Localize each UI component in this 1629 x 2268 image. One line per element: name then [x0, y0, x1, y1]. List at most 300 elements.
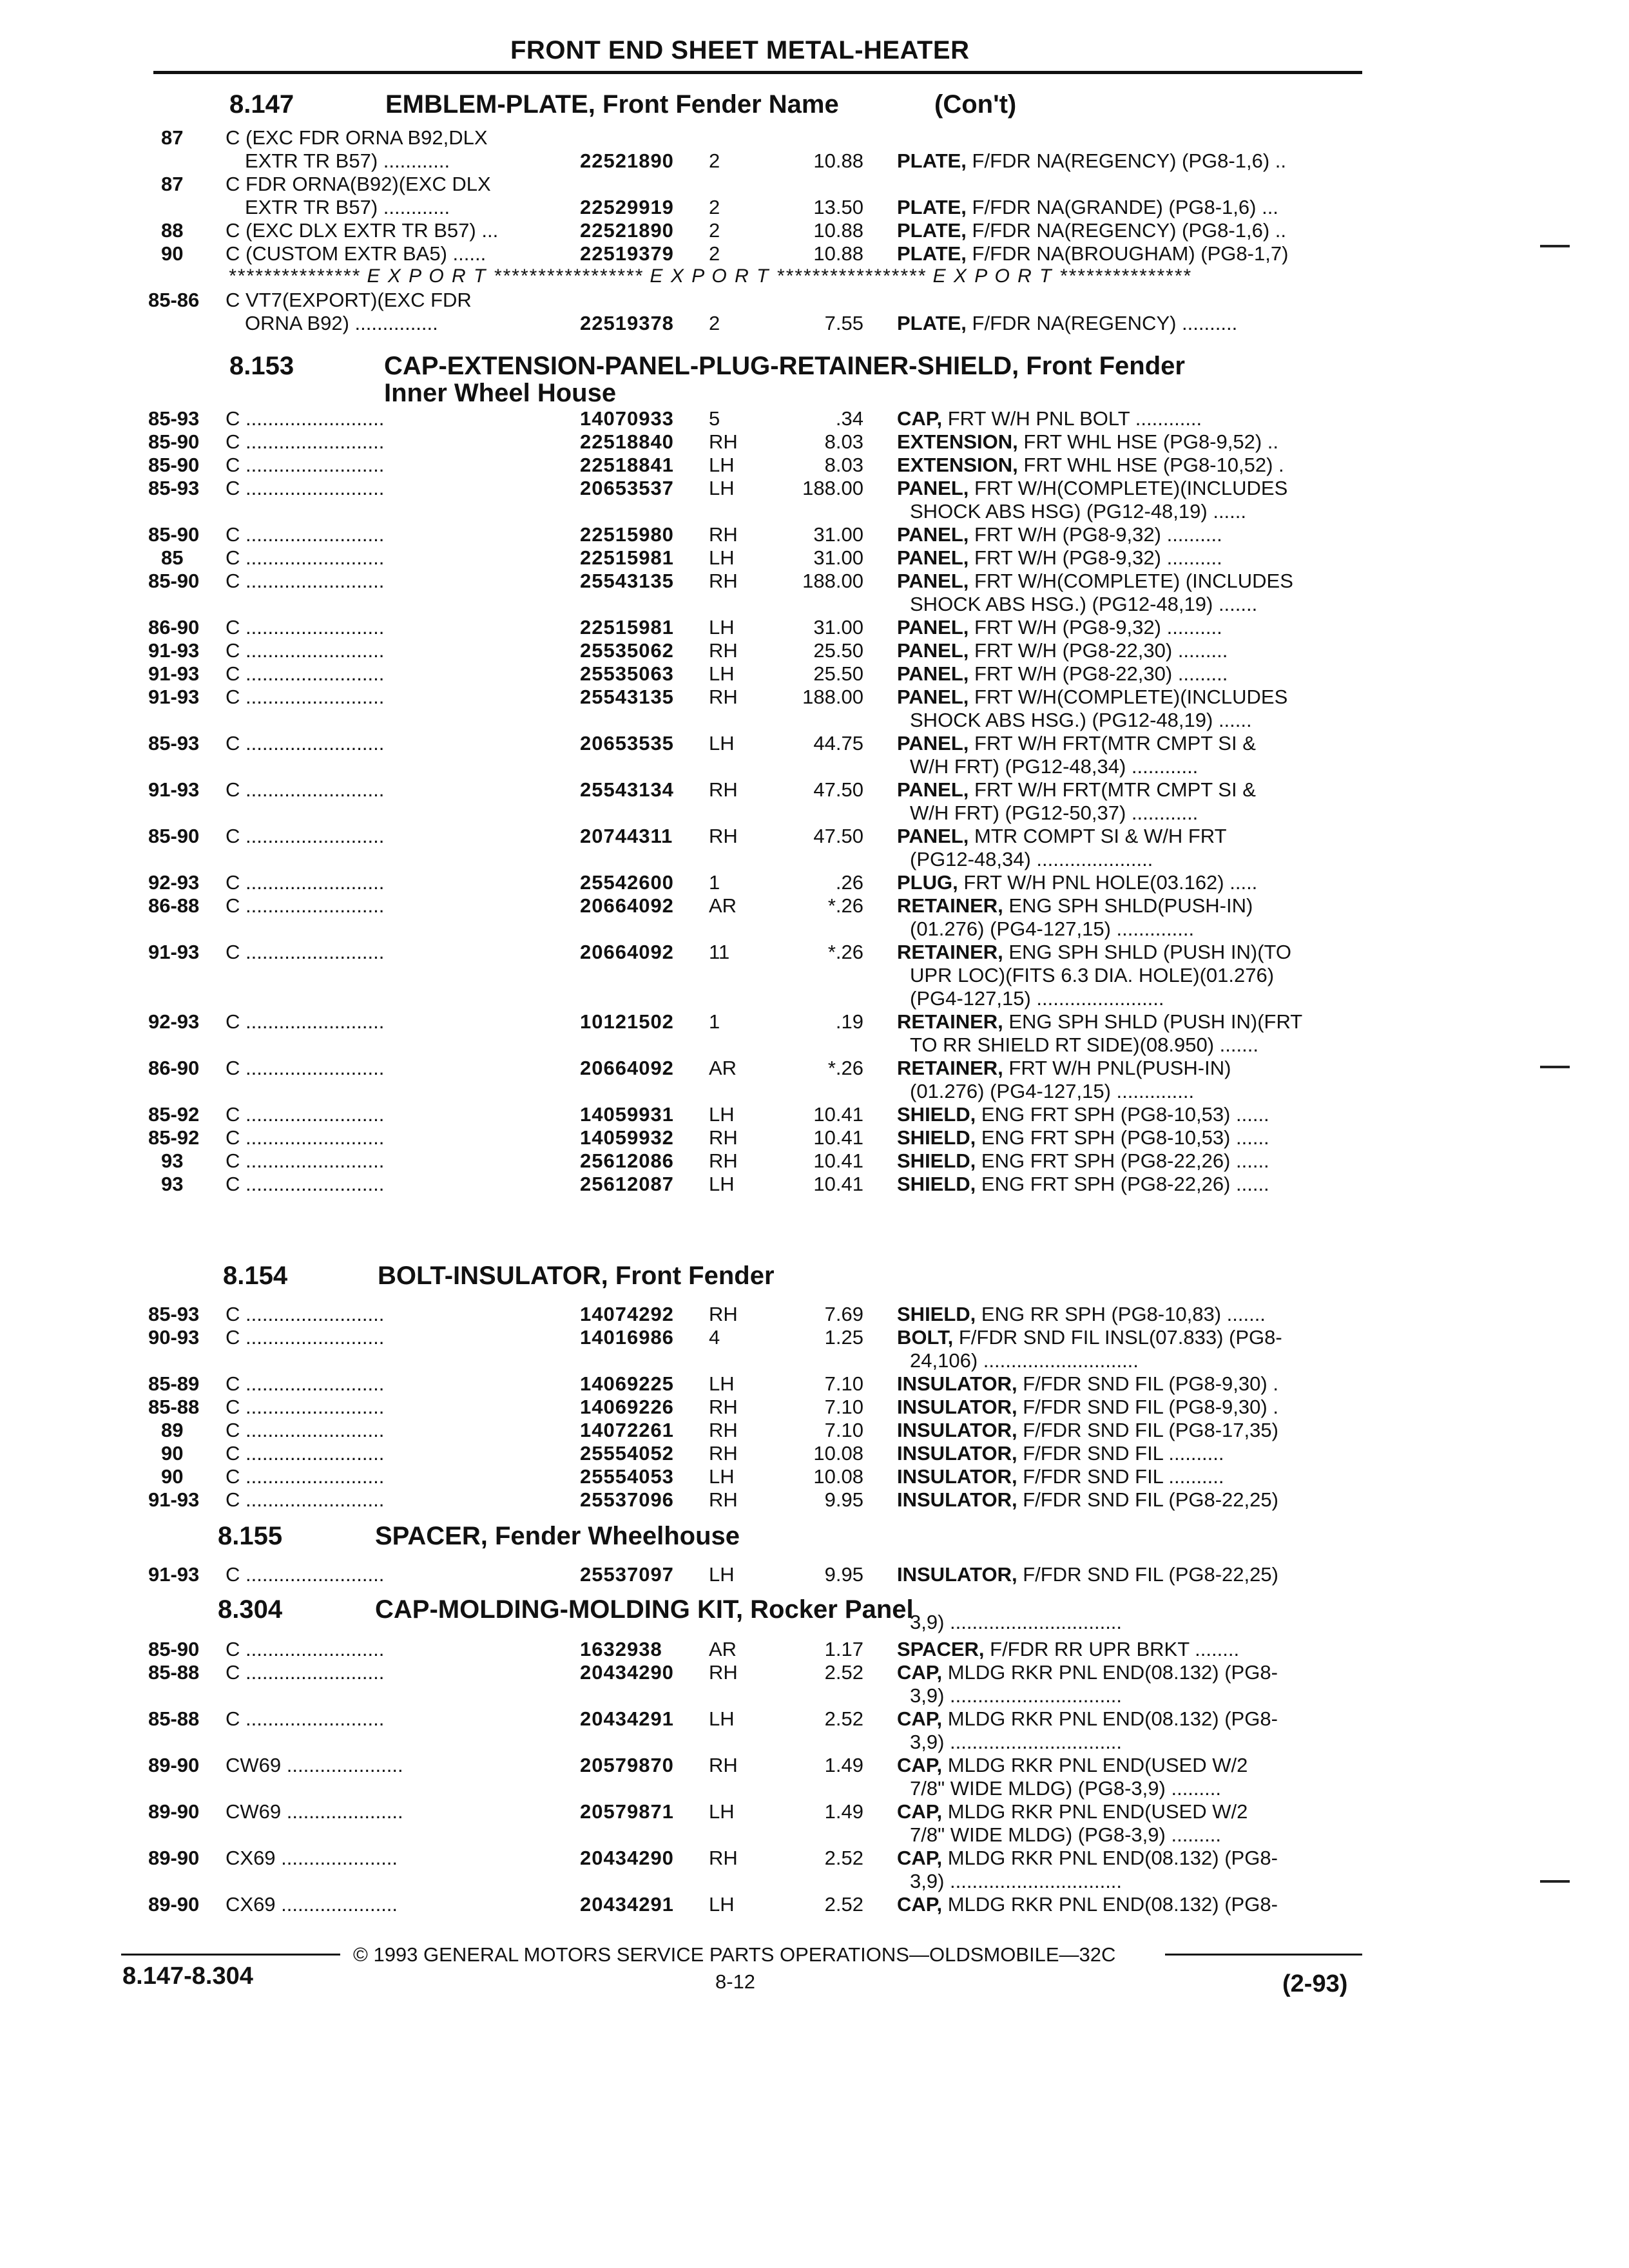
part-number: 25543134	[580, 778, 674, 801]
quantity: RH	[709, 825, 738, 847]
part-description	[897, 1103, 1269, 1126]
list-price: 13.50	[813, 196, 863, 218]
quantity: 11	[709, 941, 730, 963]
quantity: LH	[709, 1173, 735, 1195]
model-year: 85-92	[148, 1126, 200, 1149]
quantity: 5	[709, 407, 720, 430]
part-detail: FRT WHL HSE (PG8-9,52) ..	[1017, 430, 1279, 453]
part-detail: F/FDR SND FIL (PG8-9,30) .	[1017, 1372, 1278, 1395]
part-description	[897, 1661, 1278, 1684]
list-price: .26	[835, 871, 863, 894]
part-description	[897, 825, 1227, 848]
part-name: INSULATOR,	[897, 1563, 1017, 1586]
part-name: PLATE,	[897, 196, 967, 218]
part-number: 14069225	[580, 1372, 674, 1395]
part-detail: 7/8" WIDE MLDG) (PG8-3,9) .........	[910, 1823, 1221, 1846]
part-detail: MLDG RKR PNL END(08.132) (PG8-	[942, 1847, 1278, 1869]
part-name: PANEL,	[897, 523, 969, 546]
quantity: RH	[709, 1661, 738, 1684]
model-year: 86-88	[148, 894, 200, 917]
part-name: SHIELD,	[897, 1149, 976, 1172]
part-name: CAP,	[897, 1847, 943, 1869]
quantity: LH	[709, 1465, 735, 1488]
part-description	[897, 1800, 1248, 1823]
model-year: 85-93	[148, 732, 200, 754]
part-description	[910, 1080, 1194, 1103]
model-year: 92-93	[148, 1010, 200, 1033]
model-year: 93	[161, 1149, 184, 1172]
model-year: 89-90	[148, 1754, 200, 1776]
model-year: 85-90	[148, 523, 200, 546]
application-desc: C .........................	[226, 1661, 385, 1684]
section-title: CAP-MOLDING-MOLDING KIT, Rocker Panel	[375, 1595, 914, 1624]
part-description	[897, 662, 1228, 686]
model-year: 89-90	[148, 1800, 200, 1823]
application-desc: EXTR TR B57) ............	[245, 149, 450, 172]
part-description	[897, 1638, 1239, 1661]
part-name: INSULATOR,	[897, 1372, 1017, 1395]
part-description	[910, 802, 1198, 825]
part-detail: W/H FRT) (PG12-50,37) ............	[910, 802, 1199, 824]
quantity: LH	[709, 454, 735, 476]
part-name: INSULATOR,	[897, 1488, 1017, 1511]
part-description	[910, 1611, 1122, 1634]
model-year: 85-90	[148, 454, 200, 476]
part-description	[897, 570, 1293, 593]
quantity: LH	[709, 1563, 735, 1586]
part-detail: SHOCK ABS HSG.) (PG12-48,19) ......	[910, 709, 1252, 731]
quantity: RH	[709, 1396, 738, 1418]
part-detail: ENG RR SPH (PG8-10,83) .......	[976, 1303, 1266, 1325]
list-price: 10.41	[813, 1126, 863, 1149]
part-name: RETAINER,	[897, 1057, 1003, 1079]
quantity: LH	[709, 477, 735, 499]
part-description	[897, 149, 1286, 173]
part-detail: FRT W/H FRT(MTR CMPT SI &	[969, 732, 1256, 754]
part-number: 14072261	[580, 1419, 674, 1441]
part-name: CAP,	[897, 1661, 943, 1684]
part-description	[910, 1777, 1221, 1800]
part-detail: F/FDR NA(BROUGHAM) (PG8-1,7)	[966, 242, 1289, 265]
part-description	[897, 1754, 1248, 1777]
application-desc: EXTR TR B57) ............	[245, 196, 450, 218]
part-name: INSULATOR,	[897, 1465, 1017, 1488]
part-number: 25543135	[580, 686, 674, 708]
application-desc: C (EXC FDR ORNA B92,DLX	[226, 126, 488, 149]
application-desc: C .........................	[226, 1103, 385, 1126]
part-detail: F/FDR NA(REGENCY) (PG8-1,6) ..	[966, 219, 1286, 242]
application-desc: C .........................	[226, 1303, 385, 1325]
part-number: 20664092	[580, 894, 674, 917]
application-desc: C .........................	[226, 1707, 385, 1730]
part-name: SHIELD,	[897, 1126, 976, 1149]
quantity: LH	[709, 1800, 735, 1823]
quantity: LH	[709, 1372, 735, 1395]
application-desc: C .........................	[226, 1465, 385, 1488]
part-detail: ENG FRT SPH (PG8-10,53) ......	[976, 1126, 1269, 1149]
part-detail: F/FDR SND FIL (PG8-22,25)	[1017, 1488, 1278, 1511]
part-description	[897, 219, 1286, 242]
model-year: 85-93	[148, 407, 200, 430]
quantity: RH	[709, 686, 738, 708]
part-name: CAP,	[897, 1754, 943, 1776]
part-description	[897, 1173, 1269, 1196]
application-desc: C .........................	[226, 825, 385, 847]
application-desc: C (CUSTOM EXTR BA5) ......	[226, 242, 487, 265]
part-detail: (01.276) (PG4-127,15) ..............	[910, 918, 1195, 940]
model-year: 86-90	[148, 616, 200, 639]
section-title: EMBLEM-PLATE, Front Fender Name	[385, 90, 839, 119]
quantity: LH	[709, 1103, 735, 1126]
application-desc: C .........................	[226, 1372, 385, 1395]
list-price: 188.00	[802, 686, 863, 708]
list-price: 47.50	[813, 778, 863, 801]
part-detail: ENG SPH SHLD (PUSH IN)(FRT	[1003, 1010, 1303, 1033]
section-number: 8.155	[218, 1522, 283, 1550]
part-name: PLATE,	[897, 312, 967, 334]
application-desc: C .........................	[226, 732, 385, 754]
list-price: 25.50	[813, 662, 863, 685]
quantity: 4	[709, 1326, 720, 1349]
part-name: PANEL,	[897, 686, 969, 708]
part-number: 20744311	[580, 825, 673, 847]
section-number: 8.154	[223, 1262, 288, 1290]
list-price: 1.49	[824, 1754, 863, 1776]
part-number: 20664092	[580, 941, 674, 963]
part-detail: (PG12-48,34) .....................	[910, 848, 1153, 870]
application-desc: C .........................	[226, 1442, 385, 1465]
part-number: 20579871	[580, 1800, 674, 1823]
section-number: 8.153	[229, 352, 294, 380]
quantity: 1	[709, 1010, 720, 1033]
list-price: 10.88	[813, 242, 863, 265]
part-number: 22515980	[580, 523, 674, 546]
part-number: 14059931	[580, 1103, 674, 1126]
part-number: 20434290	[580, 1661, 674, 1684]
list-price: 7.10	[824, 1419, 863, 1441]
application-desc: C FDR ORNA(B92)(EXC DLX	[226, 173, 491, 195]
model-year: 93	[161, 1173, 184, 1195]
margin-mark	[1540, 245, 1570, 247]
footer-rule-right	[1165, 1954, 1362, 1956]
part-number: 14059932	[580, 1126, 674, 1149]
margin-mark	[1540, 1066, 1570, 1068]
quantity: 2	[709, 242, 720, 265]
part-description	[897, 454, 1284, 477]
part-detail: ENG SPH SHLD(PUSH-IN)	[1003, 894, 1253, 917]
application-desc: C .........................	[226, 570, 385, 592]
part-detail: 3,9) ...............................	[910, 1684, 1123, 1707]
part-number: 14069226	[580, 1396, 674, 1418]
model-year: 91-93	[148, 778, 200, 801]
part-number: 22519378	[580, 312, 674, 334]
part-detail: ENG SPH SHLD (PUSH IN)(TO	[1003, 941, 1292, 963]
part-name: INSULATOR,	[897, 1419, 1017, 1441]
part-detail: FRT W/H PNL BOLT ............	[942, 407, 1202, 430]
part-description	[897, 546, 1222, 570]
part-description	[897, 1057, 1231, 1080]
model-year: 85-86	[148, 289, 200, 311]
application-desc: CW69 .....................	[226, 1754, 403, 1776]
part-number: 25535063	[580, 662, 674, 685]
part-detail: MLDG RKR PNL END(08.132) (PG8-	[942, 1893, 1278, 1916]
part-description	[910, 1684, 1122, 1707]
list-price: 31.00	[813, 546, 863, 569]
part-name: BOLT,	[897, 1326, 954, 1349]
part-number: 14074292	[580, 1303, 674, 1325]
model-year: 91-93	[148, 662, 200, 685]
part-detail: FRT W/H PNL HOLE(03.162) .....	[958, 871, 1258, 894]
section-title: BOLT-INSULATOR, Front Fender	[378, 1262, 775, 1290]
application-desc: ORNA B92) ...............	[245, 312, 438, 334]
model-year: 85-88	[148, 1396, 200, 1418]
application-desc: C .........................	[226, 894, 385, 917]
export-banner: *************** E X P O R T ***************** E X P O R T ***************** E X P O R T ***************	[228, 265, 1191, 287]
part-description	[897, 407, 1202, 430]
part-name: PANEL,	[897, 825, 969, 847]
part-description	[897, 778, 1256, 802]
quantity: RH	[709, 523, 738, 546]
part-description	[897, 1396, 1278, 1419]
part-description	[897, 1010, 1302, 1033]
application-desc: C .........................	[226, 1010, 385, 1033]
list-price: 10.88	[813, 149, 863, 172]
application-desc: C .........................	[226, 1326, 385, 1349]
model-year: 89-90	[148, 1893, 200, 1916]
part-description	[897, 1126, 1269, 1149]
part-description	[897, 1563, 1278, 1586]
model-year: 85-90	[148, 430, 200, 453]
margin-mark	[1540, 1880, 1570, 1883]
list-price: 25.50	[813, 639, 863, 662]
model-year: 85	[161, 546, 184, 569]
part-name: PANEL,	[897, 639, 969, 662]
application-desc: C .........................	[226, 407, 385, 430]
part-description	[897, 941, 1291, 964]
quantity: AR	[709, 894, 737, 917]
application-desc: C .........................	[226, 662, 385, 685]
model-year: 92-93	[148, 871, 200, 894]
list-price: 10.88	[813, 219, 863, 242]
list-price: 10.08	[813, 1442, 863, 1465]
part-number: 25612086	[580, 1149, 674, 1172]
part-detail: F/FDR SND FIL ..........	[1017, 1465, 1224, 1488]
part-description	[897, 1442, 1224, 1465]
part-description	[897, 639, 1228, 662]
list-price: 1.17	[824, 1638, 863, 1660]
model-year: 85-89	[148, 1372, 200, 1395]
part-description	[910, 1870, 1122, 1893]
part-detail: ENG FRT SPH (PG8-22,26) ......	[976, 1149, 1269, 1172]
part-number: 22518840	[580, 430, 674, 453]
application-desc: CW69 .....................	[226, 1800, 403, 1823]
part-number: 20664092	[580, 1057, 674, 1079]
application-desc: C .........................	[226, 546, 385, 569]
part-detail: SHOCK ABS HSG) (PG12-48,19) ......	[910, 500, 1247, 523]
part-number: 22521890	[580, 149, 674, 172]
part-description	[910, 848, 1153, 871]
model-year: 85-93	[148, 1303, 200, 1325]
part-description	[897, 312, 1237, 335]
part-description	[910, 709, 1252, 732]
application-desc: C .........................	[226, 454, 385, 476]
part-detail: FRT W/H FRT(MTR CMPT SI &	[969, 778, 1256, 801]
part-description	[897, 430, 1278, 454]
model-year: 85-88	[148, 1661, 200, 1684]
part-name: PANEL,	[897, 570, 969, 592]
list-price: 9.95	[824, 1563, 863, 1586]
list-price: 1.49	[824, 1800, 863, 1823]
application-desc: C .........................	[226, 430, 385, 453]
part-detail: MLDG RKR PNL END(USED W/2	[942, 1754, 1248, 1776]
part-detail: W/H FRT) (PG12-48,34) ............	[910, 755, 1199, 778]
part-description	[897, 1372, 1278, 1396]
part-detail: 3,9) ...............................	[910, 1731, 1123, 1753]
part-number: 14016986	[580, 1326, 674, 1349]
part-name: EXTENSION,	[897, 454, 1018, 476]
quantity: LH	[709, 662, 735, 685]
part-detail: MTR COMPT SI & W/H FRT	[969, 825, 1227, 847]
page-title: FRONT END SHEET METAL-HEATER	[510, 36, 970, 64]
model-year: 91-93	[148, 1488, 200, 1511]
list-price: *.26	[827, 1057, 863, 1079]
part-name: SPACER,	[897, 1638, 985, 1660]
part-detail: FRT W/H (PG8-9,32) ..........	[969, 616, 1222, 639]
application-desc: C .........................	[226, 1057, 385, 1079]
part-detail: 3,9) ...............................	[910, 1870, 1123, 1892]
footer-section-range: 8.147-8.304	[122, 1963, 253, 1990]
part-number: 22515981	[580, 546, 674, 569]
model-year: 90-93	[148, 1326, 200, 1349]
quantity: 2	[709, 149, 720, 172]
section-title: CAP-EXTENSION-PANEL-PLUG-RETAINER-SHIELD, Front Fender	[384, 352, 1185, 380]
part-detail: ENG FRT SPH (PG8-10,53) ......	[976, 1103, 1269, 1126]
part-number: 25535062	[580, 639, 674, 662]
model-year: 89	[161, 1419, 184, 1441]
part-number: 22519379	[580, 242, 674, 265]
part-description	[897, 1488, 1278, 1512]
part-detail: MLDG RKR PNL END(USED W/2	[942, 1800, 1248, 1823]
part-name: SHIELD,	[897, 1103, 976, 1126]
quantity: LH	[709, 1893, 735, 1916]
part-detail: 24,106) ............................	[910, 1349, 1139, 1372]
part-name: PLUG,	[897, 871, 958, 894]
model-year: 85-88	[148, 1707, 200, 1730]
model-year: 87	[161, 126, 184, 149]
part-description	[897, 1847, 1278, 1870]
part-number: 22529919	[580, 196, 674, 218]
part-description	[897, 616, 1222, 639]
part-detail: FRT W/H (PG8-9,32) ..........	[969, 523, 1222, 546]
section-title-line2: Inner Wheel House	[384, 379, 617, 407]
part-number: 25612087	[580, 1173, 674, 1195]
part-number: 22515981	[580, 616, 674, 639]
part-number: 14070933	[580, 407, 674, 430]
part-detail: (PG4-127,15) .......................	[910, 987, 1164, 1010]
application-desc: C .........................	[226, 639, 385, 662]
part-number: 20653537	[580, 477, 674, 499]
part-name: INSULATOR,	[897, 1442, 1017, 1465]
list-price: 31.00	[813, 523, 863, 546]
application-desc: C .........................	[226, 778, 385, 801]
part-description	[897, 1303, 1266, 1326]
part-detail: TO RR SHIELD RT SIDE)(08.950) .......	[910, 1033, 1258, 1056]
part-detail: F/FDR SND FIL (PG8-17,35)	[1017, 1419, 1278, 1441]
list-price: 7.55	[824, 312, 863, 334]
model-year: 91-93	[148, 639, 200, 662]
application-desc: CX69 .....................	[226, 1847, 398, 1869]
part-detail: 3,9) ...............................	[910, 1611, 1123, 1633]
part-number: 20653535	[580, 732, 674, 754]
model-year: 85-92	[148, 1103, 200, 1126]
list-price: *.26	[827, 894, 863, 917]
quantity: LH	[709, 546, 735, 569]
application-desc: C .........................	[226, 477, 385, 499]
application-desc: CX69 .....................	[226, 1893, 398, 1916]
part-name: PANEL,	[897, 477, 969, 499]
part-name: CAP,	[897, 1800, 943, 1823]
section-title: SPACER, Fender Wheelhouse	[375, 1522, 740, 1550]
part-description	[910, 987, 1164, 1010]
part-name: RETAINER,	[897, 894, 1003, 917]
part-description	[897, 1707, 1278, 1731]
model-year: 89-90	[148, 1847, 200, 1869]
model-year: 90	[161, 1442, 184, 1465]
quantity: RH	[709, 1754, 738, 1776]
part-number: 1632938	[580, 1638, 662, 1660]
model-year: 90	[161, 242, 184, 265]
list-price: .19	[835, 1010, 863, 1033]
list-price: 10.08	[813, 1465, 863, 1488]
part-detail: F/FDR SND FIL (PG8-22,25)	[1017, 1563, 1278, 1586]
part-name: PANEL,	[897, 778, 969, 801]
footer-page-number: 8-12	[715, 1970, 756, 1993]
model-year: 88	[161, 219, 184, 242]
quantity: LH	[709, 732, 735, 754]
list-price: 44.75	[813, 732, 863, 754]
part-detail: 7/8" WIDE MLDG) (PG8-3,9) .........	[910, 1777, 1221, 1800]
part-description	[897, 1149, 1269, 1173]
part-detail: F/FDR NA(REGENCY) ..........	[966, 312, 1238, 334]
list-price: 31.00	[813, 616, 863, 639]
part-detail: F/FDR SND FIL INSL(07.833) (PG8-	[953, 1326, 1282, 1349]
part-name: PLATE,	[897, 242, 967, 265]
quantity: AR	[709, 1638, 737, 1660]
section-suffix: (Con't)	[934, 90, 1017, 119]
application-desc: C .........................	[226, 941, 385, 963]
quantity: RH	[709, 1149, 738, 1172]
list-price: 188.00	[802, 477, 863, 499]
quantity: RH	[709, 1303, 738, 1325]
model-year: 90	[161, 1465, 184, 1488]
part-detail: FRT W/H(COMPLETE)(INCLUDES	[969, 686, 1288, 708]
part-name: INSULATOR,	[897, 1396, 1017, 1418]
part-description	[910, 1033, 1258, 1057]
quantity: LH	[709, 1707, 735, 1730]
quantity: 2	[709, 196, 720, 218]
part-detail: ENG FRT SPH (PG8-22,26) ......	[976, 1173, 1269, 1195]
list-price: 7.69	[824, 1303, 863, 1325]
part-name: CAP,	[897, 1893, 943, 1916]
application-desc: C .........................	[226, 1396, 385, 1418]
footer-date-code: (2-93)	[1282, 1970, 1348, 1997]
quantity: RH	[709, 1419, 738, 1441]
quantity: AR	[709, 1057, 737, 1079]
part-number: 22521890	[580, 219, 674, 242]
part-detail: UPR LOC)(FITS 6.3 DIA. HOLE)(01.276)	[910, 964, 1275, 986]
part-description	[910, 500, 1246, 523]
list-price: 8.03	[824, 430, 863, 453]
